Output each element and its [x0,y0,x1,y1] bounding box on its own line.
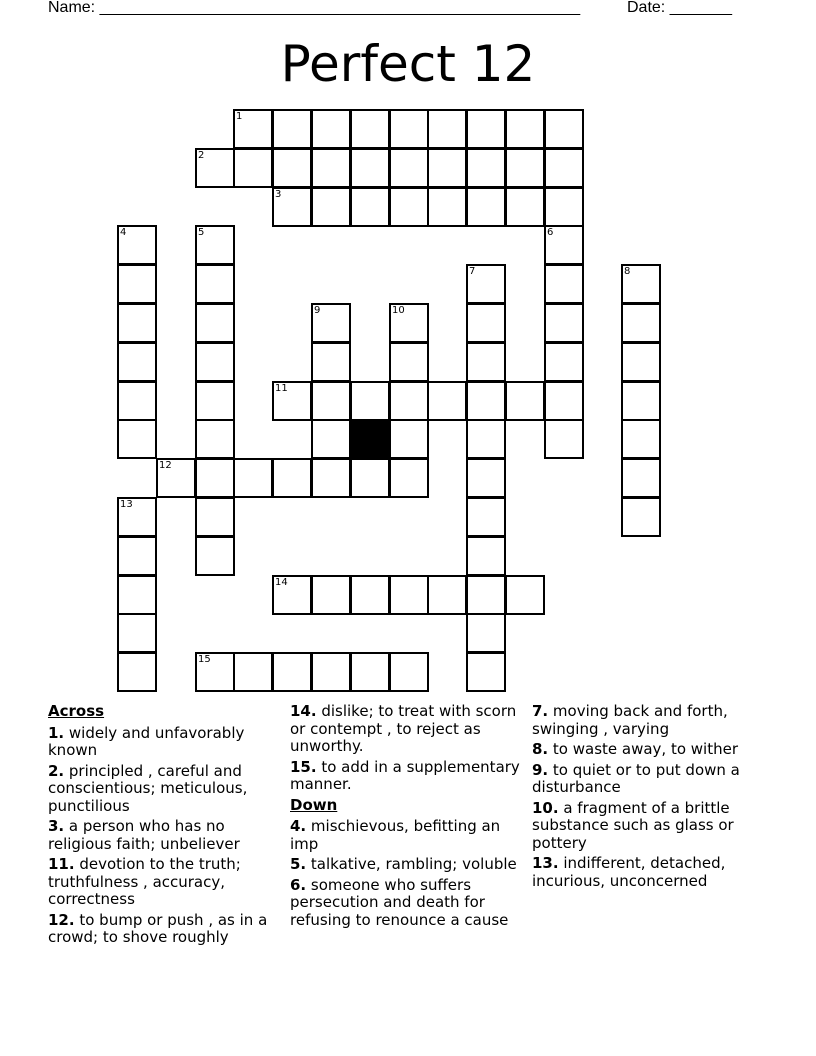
crossword-cell[interactable] [311,652,351,692]
crossword-cell[interactable] [544,419,584,459]
clue-text: talkative, rambling; voluble [306,855,517,873]
crossword-cell[interactable] [544,303,584,343]
crossword-cell[interactable] [621,419,661,459]
clue-text: to add in a supplementary manner. [290,757,520,793]
crossword-cell[interactable] [156,458,196,498]
crossword-cell[interactable] [195,458,235,498]
crossword-cell[interactable] [544,264,584,304]
crossword-cell[interactable] [505,109,545,149]
crossword-cell[interactable] [311,419,351,459]
crossword-cell[interactable] [466,458,506,498]
cell-number: 12 [159,460,172,471]
clue-text: a person who has no religious faith; unbeliever [48,817,240,853]
crossword-cell[interactable] [311,458,351,498]
clue-number: 9. [532,760,549,779]
clue-number: 5. [290,855,307,873]
cell-number: 2 [198,150,205,161]
cell-number: 4 [120,227,127,238]
crossword-cell[interactable] [350,652,390,692]
crossword-cell[interactable] [389,458,429,498]
down-clue [290,877,526,930]
crossword-cell[interactable] [117,342,157,382]
clue-text: a fragment of a brittle substance such as glass or pottery [532,798,734,852]
crossword-cell[interactable] [389,109,429,149]
clue-number: 10. [532,798,559,817]
clue-text: to waste away, to wither [548,740,738,758]
clue-number: 3. [48,817,65,835]
crossword-cell[interactable] [195,536,235,576]
cell-number: 3 [275,189,282,200]
crossword-cell[interactable] [195,419,235,459]
clue-number: 7. [532,702,549,720]
crossword-cell[interactable] [195,497,235,537]
crossword-cell[interactable] [427,575,467,615]
crossword-cell[interactable] [544,342,584,382]
down-clue [532,800,768,853]
crossword-cell[interactable] [272,187,312,227]
crossword-cell[interactable] [544,187,584,227]
cell-number: 15 [198,654,211,665]
crossword-cell[interactable] [311,148,351,188]
crossword-cell[interactable] [466,419,506,459]
across-clue [48,912,273,947]
crossword-cell[interactable] [466,575,506,615]
cell-number: 10 [392,305,405,316]
crossword-cell[interactable] [505,381,545,421]
clue-text: mischievous, befitting an imp [290,817,501,853]
crossword-cell[interactable] [466,613,506,653]
clue-text: widely and unfavorably known [48,723,245,759]
crossword-cell[interactable] [117,225,157,265]
down-heading: Down [290,795,338,814]
crossword-cell[interactable] [427,381,467,421]
crossword-cell[interactable] [195,148,235,188]
clue-column-2 [290,703,526,932]
cell-number: 14 [275,577,288,588]
clue-text: dislike; to treat with scorn or contempt , to reject as unworthy. [290,702,517,755]
crossword-black-cell [350,419,390,459]
crossword-cell[interactable] [195,225,235,265]
clue-text: to quiet or to put down a disturbance [532,760,740,796]
crossword-cell[interactable] [350,381,390,421]
crossword-cell[interactable] [195,342,235,382]
crossword-cell[interactable] [389,187,429,227]
date-field-label[interactable]: Date: _______ [627,0,732,16]
cell-number: 5 [198,227,205,238]
crossword-cell[interactable] [350,458,390,498]
clue-text: indifferent, detached, incurious, unconcerned [532,854,726,890]
down-clue [532,762,768,797]
clue-number: 12. [48,910,75,929]
crossword-cell[interactable] [272,148,312,188]
across-clue [48,725,273,760]
clue-number: 6. [290,875,307,894]
crossword-cell[interactable] [350,187,390,227]
cell-number: 7 [469,266,476,277]
crossword-cell[interactable] [117,652,157,692]
down-clue [532,741,768,759]
crossword-cell[interactable] [466,148,506,188]
crossword-cell[interactable] [389,419,429,459]
clue-number: 11. [48,855,75,873]
crossword-cell[interactable] [544,225,584,265]
crossword-cell[interactable] [621,497,661,537]
clue-number: 14. [290,702,317,720]
crossword-cell[interactable] [272,109,312,149]
crossword-cell[interactable] [544,381,584,421]
crossword-cell[interactable] [233,148,273,188]
crossword-cell[interactable] [117,303,157,343]
cell-number: 1 [236,111,243,122]
clue-text: someone who suffers persecution and death for refusing to renounce a cause [290,875,509,929]
crossword-cell[interactable] [233,458,273,498]
crossword-cell[interactable] [195,381,235,421]
crossword-cell[interactable] [466,303,506,343]
crossword-cell[interactable] [505,148,545,188]
across-clue [48,856,273,909]
crossword-cell[interactable] [311,109,351,149]
clue-column-3 [532,703,768,893]
down-clue [532,703,768,738]
crossword-cell[interactable] [389,148,429,188]
crossword-cell[interactable] [621,381,661,421]
crossword-cell[interactable] [505,187,545,227]
clue-text: devotion to the truth; truthfulness , accuracy, correctness [48,855,241,908]
cell-number: 6 [547,227,554,238]
crossword-cell[interactable] [117,575,157,615]
crossword-cell[interactable] [621,342,661,382]
crossword-cell[interactable] [505,575,545,615]
crossword-cell[interactable] [466,497,506,537]
crossword-cell[interactable] [117,613,157,653]
crossword-cell[interactable] [117,497,157,537]
clue-text: to bump or push , as in a crowd; to shove roughly [48,910,268,946]
crossword-cell[interactable] [621,264,661,304]
across-clue [290,759,526,794]
crossword-cell[interactable] [195,303,235,343]
clue-number: 1. [48,723,65,742]
crossword-cell[interactable] [389,381,429,421]
clue-text: moving back and forth, swinging , varying [532,702,728,738]
crossword-cell[interactable] [544,148,584,188]
crossword-cell[interactable] [311,381,351,421]
name-field-label[interactable]: Name: ______________________________________________________ [48,0,581,16]
crossword-cell[interactable] [195,652,235,692]
crossword-cell[interactable] [233,109,273,149]
clue-column-1 [48,703,273,950]
down-clue [290,856,526,874]
across-heading: Across [48,702,105,720]
crossword-cell[interactable] [350,109,390,149]
across-clue [48,818,273,853]
across-clue [48,763,273,816]
crossword-cell[interactable] [466,187,506,227]
crossword-cell[interactable] [389,652,429,692]
crossword-cell[interactable] [117,419,157,459]
crossword-cell[interactable] [117,536,157,576]
crossword-cell[interactable] [621,458,661,498]
crossword-cell[interactable] [621,303,661,343]
clue-number: 4. [290,817,307,835]
crossword-cell[interactable] [466,264,506,304]
cell-number: 13 [120,499,133,510]
crossword-cell[interactable] [272,575,312,615]
crossword-cell[interactable] [311,575,351,615]
crossword-cell[interactable] [389,575,429,615]
crossword-cell[interactable] [466,652,506,692]
crossword-cell[interactable] [272,458,312,498]
cell-number: 9 [314,305,321,316]
cell-number: 11 [275,383,288,394]
crossword-cell[interactable] [272,381,312,421]
crossword-cell[interactable] [466,381,506,421]
down-clue [532,855,768,890]
clue-number: 8. [532,740,549,758]
down-clue [290,818,526,853]
cell-number: 8 [624,266,631,277]
clue-number: 2. [48,761,65,780]
crossword-cell[interactable] [350,148,390,188]
crossword-cell[interactable] [466,342,506,382]
crossword-cell[interactable] [233,652,273,692]
clue-number: 15. [290,757,317,776]
crossword-cell[interactable] [195,264,235,304]
crossword-cell[interactable] [466,109,506,149]
crossword-cell[interactable] [350,575,390,615]
crossword-cell[interactable] [389,303,429,343]
crossword-cell[interactable] [117,381,157,421]
crossword-cell[interactable] [311,303,351,343]
crossword-cell[interactable] [311,342,351,382]
crossword-cell[interactable] [272,652,312,692]
crossword-cell[interactable] [427,148,467,188]
across-clue [290,703,526,756]
clue-text: principled , careful and conscientious; meticulous, punctilious [48,761,248,815]
crossword-cell[interactable] [466,536,506,576]
crossword-cell[interactable] [427,109,467,149]
clue-number: 13. [532,854,559,872]
crossword-cell[interactable] [389,342,429,382]
crossword-cell[interactable] [544,109,584,149]
page-title: Perfect 12 [280,35,536,93]
crossword-cell[interactable] [311,187,351,227]
crossword-cell[interactable] [427,187,467,227]
crossword-cell[interactable] [117,264,157,304]
